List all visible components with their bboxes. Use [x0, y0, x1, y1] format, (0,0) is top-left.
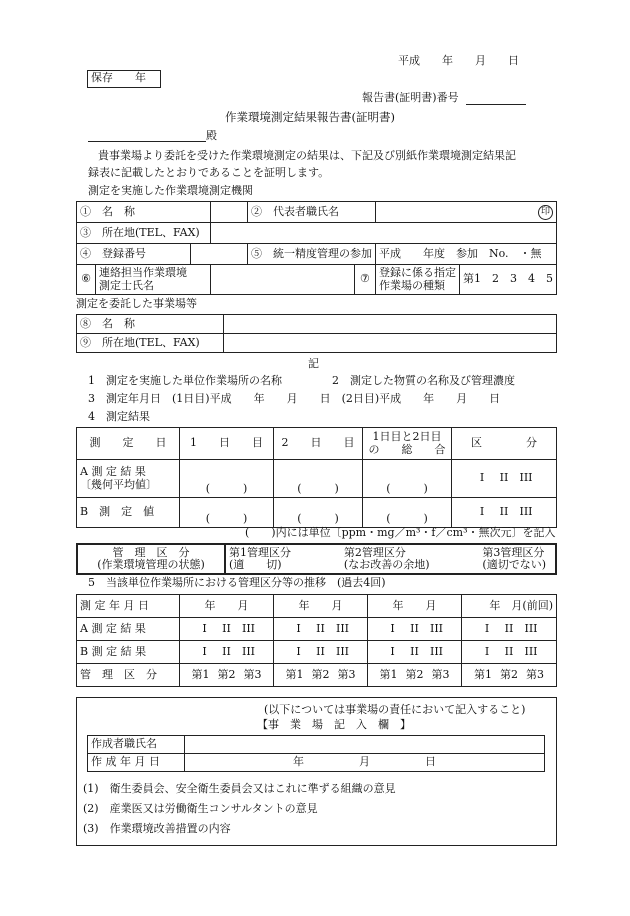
mgmt-class-3-desc: (適切でない): [482, 558, 546, 571]
history-class-4: [462, 664, 557, 687]
results-col-date: 測 定 日: [77, 428, 180, 460]
client-name-label: ⑧ 名 称: [77, 315, 224, 334]
date-line: 平成 年 月 日: [398, 54, 519, 67]
author-label: 作成者職氏名: [88, 736, 185, 754]
unit-paren: ( ): [386, 481, 428, 495]
history-col-3: 年 月: [368, 595, 462, 618]
intro-text-line1: 貴事業場より委託を受けた作業環境測定の結果は、下記及び別紙作業環境測定結果記: [98, 149, 516, 162]
roman-2: II: [316, 644, 325, 658]
mgmt-class-3: [482, 547, 546, 571]
employer-item2: (2) 産業医又は労働衛生コンサルタントの意見: [83, 802, 318, 815]
history-a-1: [180, 618, 274, 641]
mgmt-label-2: (作業環境管理の状態): [97, 558, 205, 571]
mgmt-class-1: [229, 547, 291, 571]
results-a-total[interactable]: [363, 460, 452, 498]
author-field[interactable]: [185, 736, 545, 754]
report-number-field[interactable]: [466, 104, 526, 105]
client-address-label: ⑨ 所在地(TEL、FAX): [77, 334, 224, 353]
agency-name-label: ① 名 称: [77, 202, 211, 223]
class-2: 第2: [311, 667, 330, 681]
history-b-2: [274, 641, 368, 664]
regno-label: ④ 登録番号: [77, 244, 191, 265]
rep-name-field[interactable]: [375, 202, 556, 223]
unit-paren: ( ): [297, 511, 339, 525]
roman-2: II: [410, 644, 419, 658]
roman-3: III: [241, 621, 256, 635]
mgmt-classes: [225, 544, 556, 574]
history-col-date: 測 定 年 月 日: [77, 595, 180, 618]
roman-1: I: [484, 621, 490, 635]
ki-heading: 記: [308, 357, 319, 370]
roman-2: II: [316, 621, 325, 635]
mgmt-class-1-desc: (適 切): [229, 558, 282, 571]
agency-table: [76, 201, 557, 295]
mgmt-class-1-title: 第1管理区分: [229, 545, 291, 559]
roman-3: III: [524, 644, 538, 658]
class-roman-2: II: [499, 505, 509, 519]
item3-text: 3 測定年月日 (1日目)平成 年 月 日 (2日目)平成 年 月 日: [88, 392, 501, 405]
mgmt-class-3-title: 第3管理区分: [482, 545, 545, 559]
roman-2: II: [504, 644, 514, 658]
designated-label: [375, 265, 459, 295]
results-a-day2[interactable]: [274, 460, 363, 498]
history-col-1: 年 月: [180, 595, 274, 618]
class-roman-2: II: [499, 471, 509, 485]
item5-text: 5 当該単位作業場所における管理区分等の推移 (過去4回): [88, 576, 386, 589]
mgmt-class-2-desc: (なお改善の余地): [343, 558, 430, 571]
results-col-total-1: 1日目と2日目: [372, 430, 442, 444]
results-b-total[interactable]: [363, 498, 452, 528]
retention-label: 保存 年: [91, 71, 146, 84]
class-2: 第2: [500, 667, 518, 681]
results-b-class: [452, 498, 557, 528]
class-roman-1: I: [479, 505, 485, 519]
history-row-b-label: B 測 定 結 果: [77, 641, 180, 664]
class-roman-3: III: [519, 471, 533, 485]
qc-value: 平成 年度 参加 No. ・無: [375, 244, 556, 265]
agency-address-label: ③ 所在地(TEL、FAX): [77, 223, 211, 244]
roman-3: III: [335, 644, 350, 658]
history-class-1: [180, 664, 274, 687]
class-2: 第2: [405, 667, 424, 681]
results-a-class: [452, 460, 557, 498]
client-address-field[interactable]: [224, 334, 557, 353]
results-a-day1[interactable]: [180, 460, 274, 498]
history-b-4: [462, 641, 557, 664]
results-row-a-label-2: 〔幾何平均値〕: [80, 477, 157, 491]
results-row-b-label: B 測 定 値: [77, 498, 180, 528]
report-number-label: 報告書(証明書)番号: [362, 91, 459, 104]
employer-item1: (1) 衛生委員会、安全衛生委員会又はこれに準ずる組織の意見: [83, 782, 396, 795]
class-1: 第1: [191, 667, 210, 681]
roman-2: II: [504, 621, 514, 635]
results-col-total: [363, 428, 452, 460]
class-1: 第1: [285, 667, 304, 681]
contact-number: ⑥: [77, 265, 96, 295]
class-3: 第3: [526, 667, 544, 681]
roman-3: III: [429, 644, 444, 658]
roman-1: I: [484, 644, 490, 658]
class-3: 第3: [431, 667, 450, 681]
contact-label-1: 連絡担当作業環境: [99, 266, 187, 280]
roman-3: III: [335, 621, 350, 635]
history-row-a-label: A 測 定 結 果: [77, 618, 180, 641]
contact-label-2: 測定士氏名: [99, 278, 154, 292]
roman-1: I: [296, 644, 301, 658]
roman-3: III: [429, 621, 444, 635]
roman-3: III: [241, 644, 256, 658]
seal-mark: 印: [538, 205, 553, 220]
class-2: 第2: [217, 667, 236, 681]
rep-name-label: ② 代表者職氏名: [247, 202, 375, 223]
roman-1: I: [390, 621, 395, 635]
employer-item3: (3) 作業環境改善措置の内容: [83, 822, 231, 835]
employer-note: (以下については事業場の責任において記入すること): [264, 703, 526, 716]
history-a-3: [368, 618, 462, 641]
results-col-class: 区 分: [452, 428, 557, 460]
history-class-3: [368, 664, 462, 687]
roman-1: I: [202, 644, 207, 658]
created-date-label: 作 成 年 月 日: [88, 754, 185, 772]
client-table: [76, 314, 557, 353]
mgmt-label-1: 管 理 区 分: [112, 545, 190, 559]
item2-text: 2 測定した物質の名称及び管理濃度: [332, 374, 515, 387]
unit-note: ( )内には単位〔ppm・mg／m³・f／cm³・無次元〕を記入: [245, 526, 556, 539]
addressee-suffix: 殿: [206, 129, 217, 142]
mgmt-class-2-title: 第2管理区分: [343, 545, 406, 559]
mgmt-class-table: [76, 543, 557, 575]
history-class-2: [274, 664, 368, 687]
unit-paren: ( ): [386, 511, 428, 525]
class-1: 第1: [474, 667, 492, 681]
history-b-1: [180, 641, 274, 664]
unit-paren: ( ): [205, 511, 248, 525]
results-table: [76, 427, 557, 528]
history-row-class-label: 管 理 区 分: [77, 664, 180, 687]
results-b-day2[interactable]: [274, 498, 363, 528]
roman-1: I: [202, 621, 207, 635]
item4-text: 4 測定結果: [88, 410, 150, 423]
designated-value: 第1 2 3 4 5: [459, 265, 556, 295]
employer-table: [87, 735, 545, 772]
regno-field[interactable]: [191, 244, 248, 265]
history-col-4: 年 月(前回): [462, 595, 557, 618]
history-col-2: 年 月: [274, 595, 368, 618]
results-b-day1[interactable]: [180, 498, 274, 528]
history-a-2: [274, 618, 368, 641]
unit-paren: ( ): [205, 481, 248, 495]
contact-name-field[interactable]: [210, 265, 354, 295]
history-a-4: [462, 618, 557, 641]
results-row-a-label-1: A 測 定 結 果: [80, 465, 146, 479]
mgmt-class-2: [344, 547, 430, 571]
roman-2: II: [222, 644, 231, 658]
class-roman-1: I: [479, 471, 485, 485]
client-name-field[interactable]: [224, 315, 557, 334]
contact-label: [96, 265, 211, 295]
class-3: 第3: [337, 667, 356, 681]
results-col-day1: 1 日 目: [180, 428, 274, 460]
designated-number: ⑦: [354, 265, 375, 295]
history-table: [76, 594, 557, 687]
designated-label-2: 作業場の種類: [378, 278, 445, 292]
results-col-day2: 2 日 目: [274, 428, 363, 460]
client-heading: 測定を委託した事業場等: [76, 297, 197, 310]
unit-paren: ( ): [297, 481, 339, 495]
intro-text-line2: 録表に記載したとおりであることを証明します。: [88, 166, 330, 179]
employer-section: [76, 697, 557, 846]
roman-2: II: [410, 621, 419, 635]
agency-heading: 測定を実施した作業環境測定機関: [88, 184, 253, 197]
created-date-field[interactable]: 年 月 日: [185, 754, 545, 772]
item1-text: 1 測定を実施した単位作業場所の名称: [88, 374, 282, 387]
roman-3: III: [524, 621, 538, 635]
employer-title: 【事 業 場 記 入 欄 】: [257, 718, 411, 731]
designated-label-1: 登録に係る指定: [378, 266, 456, 280]
mgmt-label: [77, 544, 225, 574]
class-1: 第1: [379, 667, 398, 681]
roman-1: I: [390, 644, 395, 658]
class-roman-3: III: [519, 505, 533, 519]
class-3: 第3: [243, 667, 262, 681]
history-b-3: [368, 641, 462, 664]
document-title: 作業環境測定結果報告書(証明書): [225, 110, 395, 124]
qc-label: ⑤ 統一精度管理の参加: [247, 244, 375, 265]
retention-box: [87, 70, 161, 88]
agency-address-field[interactable]: [210, 223, 556, 244]
results-col-total-2: の 総 合: [368, 442, 446, 456]
roman-2: II: [222, 621, 231, 635]
roman-1: I: [296, 621, 301, 635]
addressee-field[interactable]: [88, 141, 206, 142]
results-row-a-label: [77, 460, 180, 498]
agency-name-field[interactable]: [210, 202, 247, 223]
